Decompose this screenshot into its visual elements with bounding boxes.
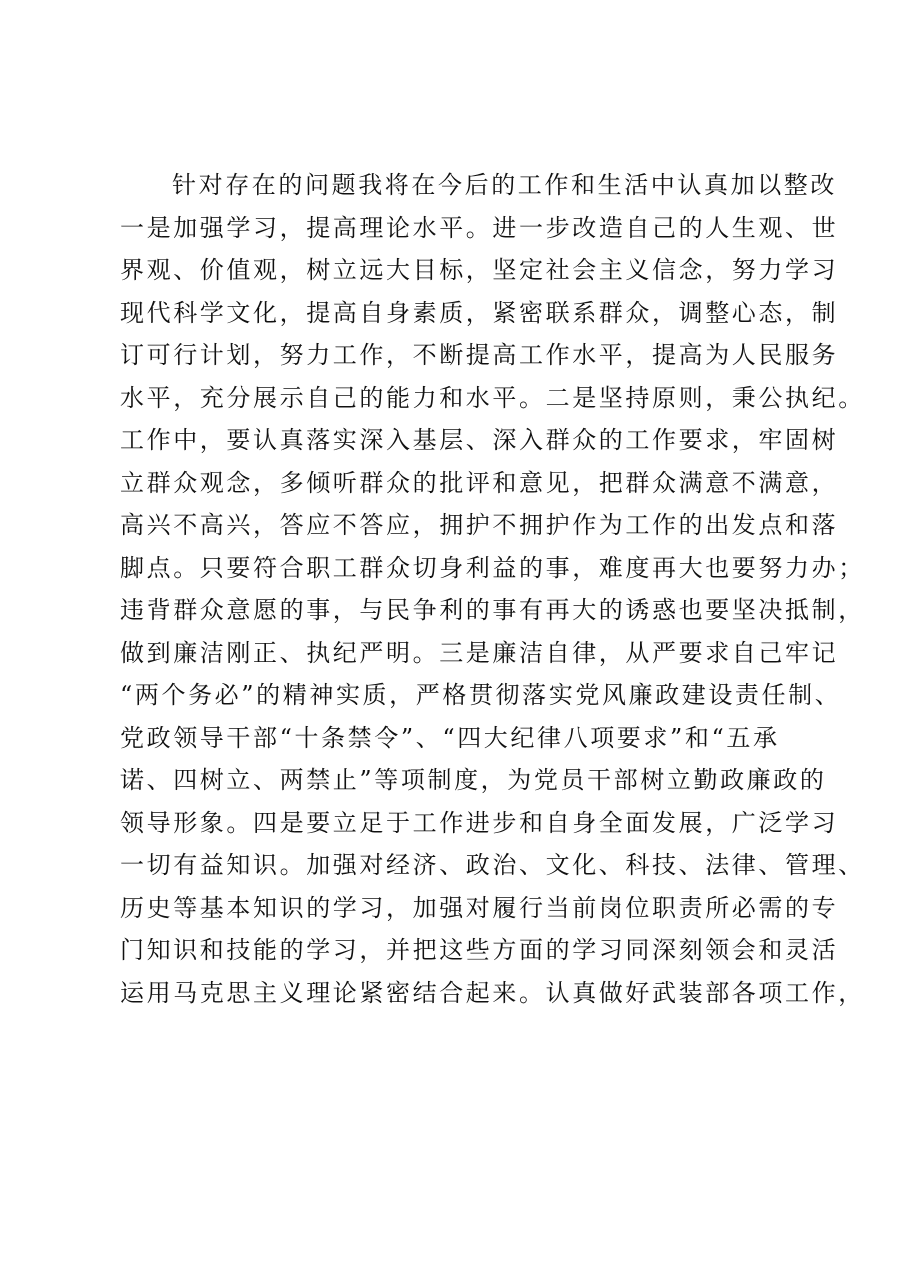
- text-line: 工作中，要认真落实深入基层、深入群众的工作要求，牢固树: [120, 426, 839, 454]
- text-line: “两个务必”的精神实质，严格贯彻落实党风廉政建设责任制、: [120, 681, 842, 709]
- text-line: 高兴不高兴，答应不答应，拥护不拥护作为工作的出发点和落: [120, 511, 839, 539]
- body-text: [120, 164, 865, 1014]
- text-line: 违背群众意愿的事，与民争利的事有再大的诱惑也要坚决抵制，: [120, 596, 865, 624]
- text-line: 针对存在的问题我将在今后的工作和生活中认真加以整改: [172, 171, 837, 199]
- text-line: 一是加强学习，提高理论水平。进一步改造自己的人生观、世: [120, 213, 839, 242]
- text-line: 水平，充分展示自己的能力和水平。二是坚持原则，秉公执纪。: [120, 383, 865, 412]
- text-line: 诺、四树立、两禁止”等项制度，为党员干部树立勤政廉政的: [120, 766, 827, 794]
- text-line: 做到廉洁刚正、执纪严明。三是廉洁自律，从严要求自己牢记: [120, 638, 839, 667]
- text-line: 党政领导干部“十条禁令”、“四大纪律八项要求”和“五承: [120, 723, 780, 752]
- text-line: 界观、价值观，树立远大目标，坚定社会主义信念，努力学习: [120, 256, 839, 284]
- text-line: 历史等基本知识的学习，加强对履行当前岗位职责所必需的专: [120, 893, 839, 922]
- text-line: 订可行计划，努力工作，不断提高工作水平，提高为人民服务: [120, 341, 839, 369]
- text-line: 脚点。只要符合职工群众切身利益的事，难度再大也要努力办；: [120, 553, 865, 582]
- text-line: 领导形象。四是要立足于工作进步和自身全面发展，广泛学习: [120, 808, 839, 837]
- text-line: 现代科学文化，提高自身素质，紧密联系群众，调整心态，制: [120, 298, 839, 327]
- text-line: 立群众观念，多倾听群众的批评和意见，把群众满意不满意，: [120, 468, 839, 497]
- text-line: 门知识和技能的学习，并把这些方面的学习同深刻领会和灵活: [120, 936, 839, 964]
- text-line: 运用马克思主义理论紧密结合起来。认真做好武装部各项工作，: [120, 978, 865, 1007]
- text-line: 一切有益知识。加强对经济、政治、文化、科技、法律、管理、: [120, 851, 865, 879]
